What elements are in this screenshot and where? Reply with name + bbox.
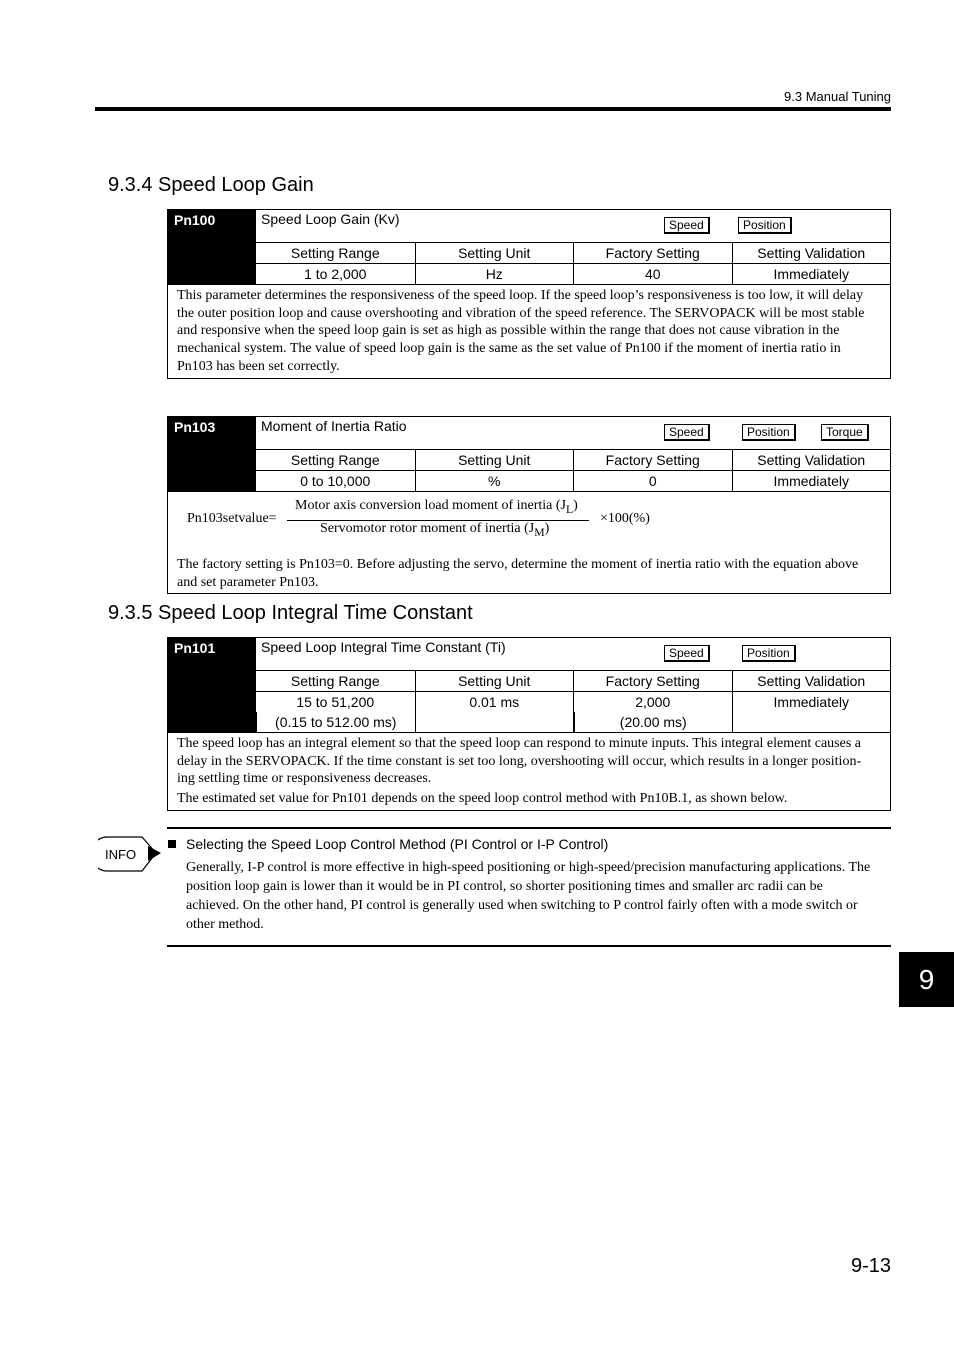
param-description	[168, 284, 890, 378]
info-line: Generally, I-P control is more effective in high-speed positioning or high-speed/precision manufacturing applications. The	[186, 860, 871, 875]
tag-speed: Speed	[664, 217, 710, 234]
param-description	[168, 732, 890, 810]
col-header-range: Setting Range	[256, 671, 415, 692]
setting-unit: 0.01 ms	[415, 692, 574, 732]
formula-denominator: Servomotor rotor moment of inertia $(J_M)$	[320, 521, 550, 539]
col-header-factory: Factory Setting	[573, 671, 732, 692]
setting-range: 15 to 51,200 (0.15 to 512.00 ms)	[256, 692, 415, 732]
info-heading: Selecting the Speed Loop Control Method (PI Control or I-P Control)	[186, 836, 609, 852]
info-icon-label: INFO	[105, 847, 137, 862]
inertia-ratio-formula	[168, 492, 890, 547]
setting-unit: Hz	[415, 264, 574, 284]
param-number: Pn100	[168, 210, 256, 284]
chapter-tab: 9	[899, 952, 954, 1007]
param-table-pn103	[167, 416, 891, 594]
param-description	[168, 547, 890, 593]
tag-speed: Speed	[664, 645, 710, 662]
factory-setting: 40	[573, 264, 732, 284]
param-number: Pn101	[168, 638, 256, 732]
setting-range: 0 to 10,000	[300, 473, 371, 489]
setting-unit: %	[415, 471, 574, 491]
col-header-unit: Setting Unit	[415, 450, 574, 471]
param-name: Moment of Inertia Ratio	[261, 418, 407, 434]
tag-speed: Speed	[664, 424, 710, 441]
formula-lhs: Pn103setvalue=	[187, 511, 277, 526]
section-title-integral-time-constant: 9.3.5 Speed Loop Integral Time Constant	[108, 602, 473, 624]
bullet-square-icon	[168, 840, 176, 848]
description-line: The factory setting is Pn103=0. Before adjusting the servo, determine the moment of inertia ratio with the equation above	[177, 557, 859, 572]
description-line: mechanical system. The value of speed loop gain is the same as the set value of Pn100 if the moment of inertia ratio in	[177, 341, 841, 357]
page-number: 9-13	[850, 1255, 891, 1277]
info-line: other method.	[186, 917, 264, 932]
tag-torque: Torque	[821, 424, 869, 441]
info-rule-top	[167, 827, 891, 829]
col-header-validation: Setting Validation	[732, 450, 891, 471]
description-line: The estimated set value for Pn101 depends on the speed loop control method with Pn10B.1, as shown below.	[177, 791, 788, 807]
info-line: position loop gain is lower than it would be in PI control, so shorter positioning times and smaller arc radii can be	[186, 879, 823, 894]
info-icon	[98, 835, 164, 875]
col-header-validation: Setting Validation	[732, 243, 891, 264]
col-header-validation: Setting Validation	[732, 671, 891, 692]
info-rule-bottom	[167, 945, 891, 947]
tag-position: Position	[742, 424, 796, 441]
description-line: The speed loop has an integral element so that the speed loop can respond to minute inputs. This integral element causes a	[177, 736, 861, 751]
description-line: This parameter determines the responsiveness of the speed loop. If the speed loop’s responsiveness is too low, it will delay	[177, 288, 864, 303]
tag-position: Position	[738, 217, 792, 234]
param-table-pn101	[167, 637, 891, 811]
col-header-factory: Factory Setting	[573, 243, 732, 264]
info-line: achieved. On the other hand, PI control is generally used when switching to P control fairly often with a mode switch or	[186, 898, 858, 913]
description-line: Pn103 has been set correctly.	[177, 358, 340, 374]
description-line: and set parameter Pn103.	[177, 574, 319, 590]
description-line: ing settling time or responsiveness decreases.	[177, 771, 432, 787]
description-line: the outer position loop and cause overshooting and vibration of the speed reference. The SERVOPACK will be most stable	[177, 305, 865, 321]
col-header-factory: Factory Setting	[573, 450, 732, 471]
setting-validation: Immediately	[732, 264, 891, 284]
tag-position: Position	[742, 645, 796, 662]
formula-multiplier: ×100(%)	[600, 511, 650, 526]
col-header-range: Setting Range	[256, 243, 415, 264]
param-name: Speed Loop Gain (Kv)	[261, 211, 400, 227]
factory-setting: 2,000 (20.00 ms)	[573, 692, 732, 732]
factory-setting: 0	[573, 471, 732, 491]
param-table-pn100	[167, 209, 891, 379]
header-rule	[95, 107, 891, 111]
section-title-speed-loop-gain: 9.3.4 Speed Loop Gain	[108, 174, 314, 196]
param-number: Pn103	[168, 417, 256, 491]
col-header-unit: Setting Unit	[415, 243, 574, 264]
running-head: 9.3 Manual Tuning	[784, 89, 891, 104]
info-body	[186, 858, 891, 934]
formula-numerator: Motor axis conversion load moment of inertia $(J_L)$	[295, 498, 578, 516]
setting-validation: Immediately	[732, 692, 891, 732]
col-header-range: Setting Range	[256, 450, 415, 471]
param-name: Speed Loop Integral Time Constant (Ti)	[261, 639, 506, 655]
description-line: and responsive when the speed loop gain is set as high as possible within the range that does not cause vibration in the	[177, 323, 840, 339]
col-header-unit: Setting Unit	[415, 671, 574, 692]
description-line: delay in the SERVOPACK. If the time constant is set too long, overshooting will occur, which results in a longer position-	[177, 753, 862, 769]
setting-validation: Immediately	[732, 471, 891, 491]
setting-range: 1 to 2,000	[304, 266, 367, 282]
